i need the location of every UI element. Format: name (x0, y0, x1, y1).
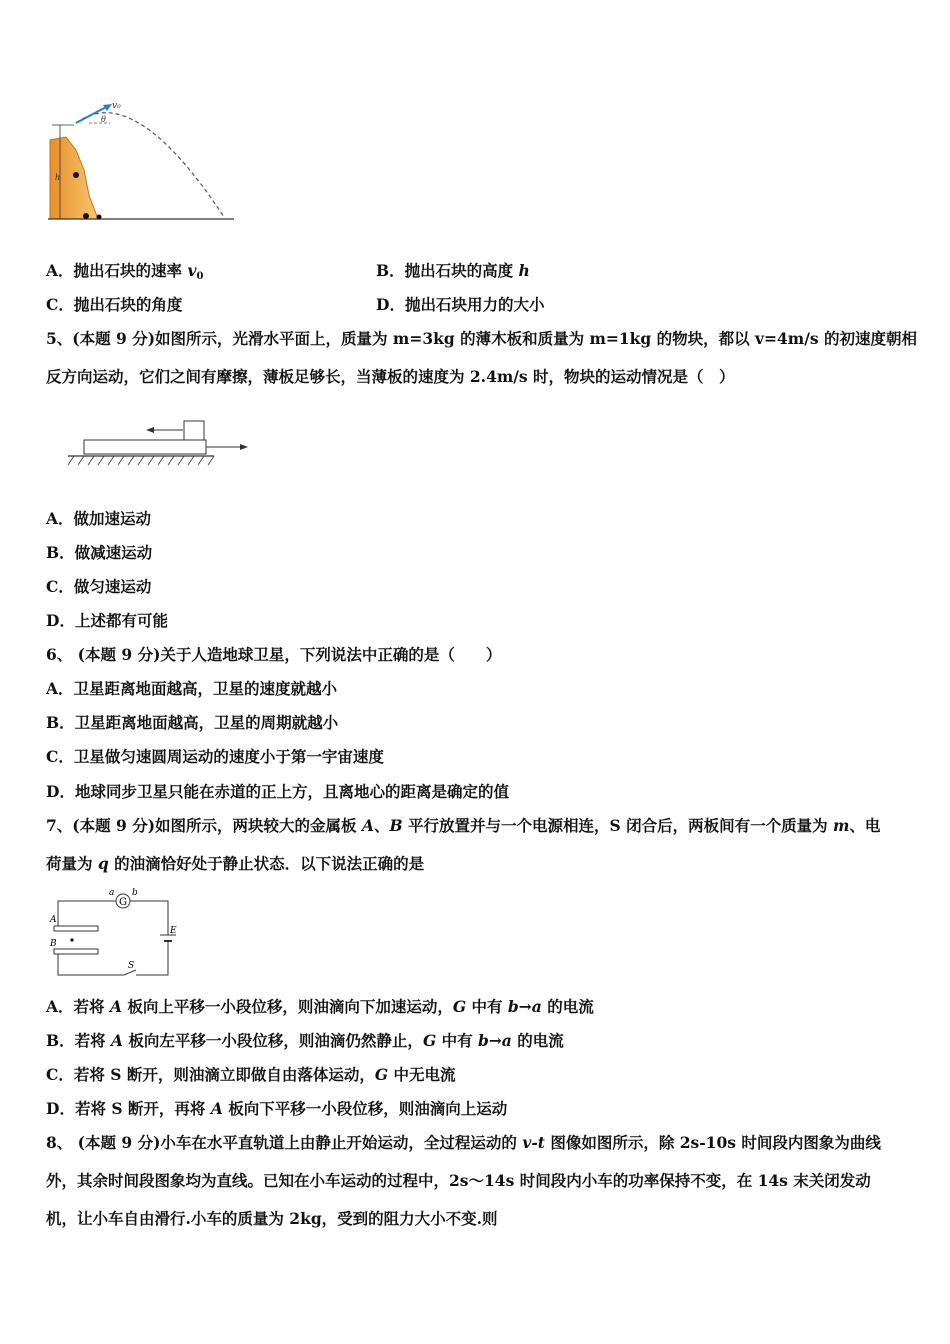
text: 中有 (436, 1031, 478, 1050)
q7-option-b[interactable] (46, 1031, 564, 1051)
q4-option-b[interactable] (376, 261, 530, 281)
q8-stem-line2: 外，其余时间段图象均为直线。已知在小车运动的过程中，2s～14s 时间段内小车的功率保持不变，在 14s 末关闭发动 (46, 1171, 871, 1190)
option-text: B．抛出石块的高度 (376, 261, 519, 280)
var: G (422, 1031, 437, 1050)
q5-option-a[interactable]: A．做加速运动 (46, 509, 152, 528)
subscript: 0 (196, 271, 204, 282)
q5-stem-line1: 5、(本题 9 分)如图所示，光滑水平面上，质量为 m=3kg 的薄木板和质量为 m=1kg 的物块，都以 v=4m/s 的初速度朝相 (46, 329, 917, 348)
q6-option-b[interactable]: B．卫星距离地面越高，卫星的周期就越小 (46, 713, 339, 732)
h-label: h (55, 173, 61, 182)
var: b→a (477, 1031, 512, 1050)
var: A (109, 997, 122, 1016)
q4-option-a[interactable] (46, 261, 203, 287)
text: 平行放置并与一个电源相连，S 闭合后，两板间有一个质量为 (402, 816, 833, 835)
emf-label: E (170, 926, 177, 936)
text: 板向上平移一小段位移，则油滴向下加速运动， (121, 997, 453, 1016)
text: 、电 (849, 816, 881, 835)
q5-stem-line2: 反方向运动，它们之间有摩擦，薄板足够长，当薄板的速度为 2.4m/s 时，物块的运动情况是（ ） (46, 367, 735, 386)
text: 中有 (466, 997, 508, 1016)
q7-option-c[interactable] (46, 1065, 455, 1085)
circuit-figure (44, 885, 194, 980)
option-text: A．抛出石块的速率 (46, 261, 188, 280)
var-m: m (832, 816, 850, 835)
q5-option-d[interactable]: D．上述都有可能 (46, 611, 168, 630)
q7-option-d[interactable] (46, 1099, 507, 1119)
q5-option-b[interactable]: B．做减速运动 (46, 543, 153, 562)
q6-option-d[interactable]: D．地球同步卫星只能在赤道的正上方，且离地心的距离是确定的值 (46, 782, 509, 801)
text: 7、(本题 9 分)如图所示，两块较大的金属板 (46, 816, 362, 835)
q7-option-a[interactable] (46, 997, 594, 1017)
q8-stem-line1 (46, 1133, 881, 1153)
var-B: B (389, 816, 403, 835)
plate-a-label: A (50, 915, 57, 925)
var: G (374, 1065, 389, 1084)
q7-stem-line1 (46, 816, 880, 836)
var-v: v (187, 261, 197, 280)
text: C．若将 S 断开，则油滴立即做自由落体运动， (46, 1065, 375, 1084)
var: G (452, 997, 467, 1016)
text: 的油滴恰好处于静止状态．以下说法正确的是 (108, 854, 425, 873)
q6-option-c[interactable]: C．卫星做匀速圆周运动的速度小于第一宇宙速度 (46, 747, 384, 766)
text: 的电流 (541, 997, 594, 1016)
var: A (111, 1031, 124, 1050)
text: 的电流 (511, 1031, 564, 1050)
b-label: b (132, 888, 138, 898)
plate-b-label: B (50, 939, 57, 949)
q7-stem-line2 (46, 854, 424, 874)
q8-stem-line3: 机，让小车自由滑行.小车的质量为 2kg，受到的阻力大小不变.则 (46, 1209, 498, 1228)
text: D．若将 S 断开，再将 (46, 1099, 211, 1118)
v0-label: v₀ (112, 101, 121, 111)
galvanometer-label: G (119, 897, 127, 908)
text: A．若将 (46, 997, 110, 1016)
a-label: a (109, 888, 115, 898)
q5-option-c[interactable]: C．做匀速运动 (46, 577, 152, 596)
var-A: A (361, 816, 374, 835)
projectile-figure (44, 95, 244, 225)
var-q: q (97, 854, 109, 873)
text: 8、 (本题 9 分)小车在水平直轨道上由静止开始运动，全过程运动的 (46, 1133, 523, 1152)
text: 、 (373, 816, 390, 835)
text: B．若将 (46, 1031, 111, 1050)
q4-option-c[interactable]: C．抛出石块的角度 (46, 295, 183, 314)
q6-stem: 6、 (本题 9 分)关于人造地球卫星，下列说法中正确的是（ ） (46, 645, 502, 664)
switch-label: S (128, 961, 135, 971)
var: b→a (507, 997, 542, 1016)
text: 荷量为 (46, 854, 98, 873)
var-vt: v-t (522, 1133, 545, 1152)
text: 板向下平移一小段位移，则油滴向上运动 (222, 1099, 508, 1118)
var-h: h (518, 261, 530, 280)
text: 板向左平移一小段位移，则油滴仍然静止， (123, 1031, 423, 1050)
board-block-figure (64, 415, 254, 475)
q6-option-a[interactable]: A．卫星距离地面越高，卫星的速度就越小 (46, 679, 338, 698)
text: 图像如图所示，除 2s-10s 时间段内图象为曲线 (544, 1133, 881, 1152)
q4-option-d[interactable]: D．抛出石块用力的大小 (376, 295, 545, 314)
var: A (210, 1099, 223, 1118)
text: 中无电流 (388, 1065, 456, 1084)
theta-label: θ (101, 115, 106, 124)
